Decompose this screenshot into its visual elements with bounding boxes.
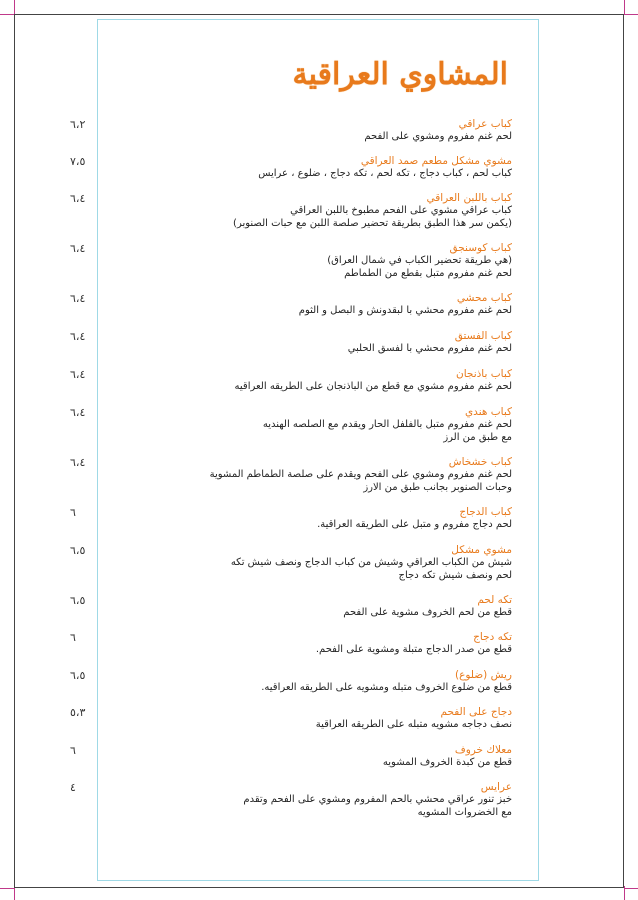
menu-item-name: كباب كوسنجق: [449, 242, 512, 254]
menu-item-price: ٦،٤: [70, 292, 86, 305]
menu-item-name: كباب عراقي: [458, 118, 512, 130]
menu-item-price: ٤: [70, 781, 76, 794]
menu-item-body: [112, 292, 512, 318]
menu-item-body: [112, 594, 512, 620]
menu-item-description: لحم غنم مفروم متبل بقطع من الطماطم: [344, 267, 512, 279]
menu-item-description: (يكمن سر هذا الطبق بطريقة تحضير صلصة اللبن مع حبات الصنوبر): [233, 217, 512, 229]
menu-item-description: قطع من ضلوع الخروف متبله ومشويه على الطريقه العراقيه.: [261, 682, 512, 693]
menu-item-description: قطع من لحم الخروف مشوية على الفحم: [343, 607, 512, 618]
menu-item-name: تكه دجاج: [473, 631, 512, 643]
menu-item-description: قطع من كبدة الخروف المشويه: [382, 757, 512, 768]
menu-item-price: ٦،٥: [70, 544, 86, 557]
menu-item-price: ٥،٣: [70, 706, 86, 719]
menu-item-description: لحم ونصف شيش تكه دجاج: [398, 569, 512, 581]
menu-item-name: تكه لحم: [477, 594, 512, 606]
menu-item-name: عرايس: [480, 781, 512, 793]
menu-item-body: [112, 631, 512, 657]
menu-item-price: ٦: [70, 506, 76, 519]
menu-item-name: كباب محشي: [456, 292, 512, 304]
menu-item-body: [112, 330, 512, 356]
menu-item-description: (هي طريقة تحضير الكباب في شمال العراق): [327, 255, 512, 266]
menu-item-description: لحم غنم مفروم متبل بالفلفل الحار ويقدم مع الصلصه الهنديه: [262, 419, 512, 430]
menu-item-body: [112, 406, 512, 444]
crop-mark: [14, 886, 15, 900]
menu-item-name: كباب باذنجان: [456, 368, 512, 380]
menu-item-price: ٧،٥: [70, 155, 86, 168]
menu-item-price: ٦،٥: [70, 669, 86, 682]
menu-item-body: [112, 456, 512, 494]
menu-item-body: [112, 706, 512, 732]
menu-item-description: قطع من صدر الدجاج متبلة ومشوية على الفحم.: [315, 644, 512, 655]
menu-item-price: ٦،٤: [70, 192, 86, 205]
menu-item-description: كباب لحم ، كباب دجاج ، تكه لحم ، تكه دجاج ، ضلوع ، عرايس: [258, 168, 512, 179]
menu-item-name: كباب باللبن العراقي: [426, 192, 512, 204]
crop-mark: [624, 0, 625, 14]
menu-item-body: [112, 506, 512, 532]
crop-mark: [0, 888, 14, 889]
menu-item-price: ٦،٤: [70, 456, 86, 469]
menu-item-name: كباب خشخاش: [448, 456, 512, 468]
menu-item-price: ٦: [70, 631, 76, 644]
menu-item-description: خبز تنور عراقي محشي بالحم المفروم ومشوي على الفحم وتقدم: [243, 794, 512, 805]
menu-item-name: كباب الدجاج: [459, 506, 512, 518]
menu-item-description: مع الخضروات المشويه: [417, 806, 512, 818]
menu-item-body: [112, 155, 512, 181]
menu-item-description: شيش من الكباب العراقي وشيش من كباب الدجاج ونصف شيش تكه: [230, 557, 512, 568]
menu-item-description: لحم غنم مفروم محشي با لفسق الحلبي: [347, 343, 512, 354]
menu-item-price: ٦،٤: [70, 330, 86, 343]
crop-mark: [14, 0, 15, 14]
menu-item-name: مشوي مشكل: [451, 544, 512, 556]
menu-item-body: [112, 669, 512, 695]
crop-mark: [624, 888, 638, 889]
menu-item-name: كباب هندي: [464, 406, 512, 418]
menu-item-name: معلاك خروف: [454, 744, 512, 756]
menu-item-body: [112, 242, 512, 280]
menu-item-description: كباب عراقي مشوي على الفحم مطبوخ باللبن العراقي: [290, 205, 512, 216]
menu-item-price: ٦: [70, 744, 76, 757]
menu-item-body: [112, 192, 512, 230]
menu-item-price: ٦،٤: [70, 242, 86, 255]
menu-item-description: مع طبق من الرز: [443, 431, 512, 443]
menu-item-description: نصف دجاجه مشويه متبله على الطريقه العراقية: [315, 719, 512, 730]
menu-item-name: كباب الفستق: [454, 330, 512, 342]
menu-item-name: دجاج على الفحم: [440, 706, 512, 718]
menu-item-price: ٦،٥: [70, 594, 86, 607]
menu-item-body: [112, 744, 512, 770]
crop-mark: [624, 14, 638, 15]
menu-item-body: [112, 781, 512, 819]
menu-item-body: [112, 544, 512, 582]
menu-item-price: ٦،٤: [70, 368, 86, 381]
menu-item-description: لحم غنم مفروم ومشوي على الفحم: [364, 131, 512, 142]
menu-item-body: [112, 118, 512, 144]
menu-item-body: [112, 368, 512, 394]
menu-title: المشاوي العراقية: [292, 57, 508, 92]
menu-item-description: لحم دجاج مفروم و متبل على الطريقه العراقية.: [317, 519, 512, 530]
menu-item-name: مشوي مشكل مطعم صمد العراقي: [360, 155, 512, 167]
menu-item-price: ٦،٤: [70, 406, 86, 419]
menu-item-description: لحم غنم مفروم ومشوي على الفحم ويقدم على صلصة الطماطم المشوية: [209, 469, 512, 480]
menu-item-name: ريش (ضلوع): [455, 669, 512, 681]
menu-item-description: لحم غنم مفروم مشوي مع قطع من الباذنجان على الطريقه العراقيه: [234, 381, 512, 392]
menu-item-description: وحبات الصنوبر بجانب طبق من الارز: [363, 481, 512, 493]
crop-mark: [0, 14, 14, 15]
menu-item-price: ٦،٢: [70, 118, 86, 131]
menu-item-description: لحم غنم مفروم محشي با لبقدونش و البصل و الثوم: [298, 305, 512, 316]
